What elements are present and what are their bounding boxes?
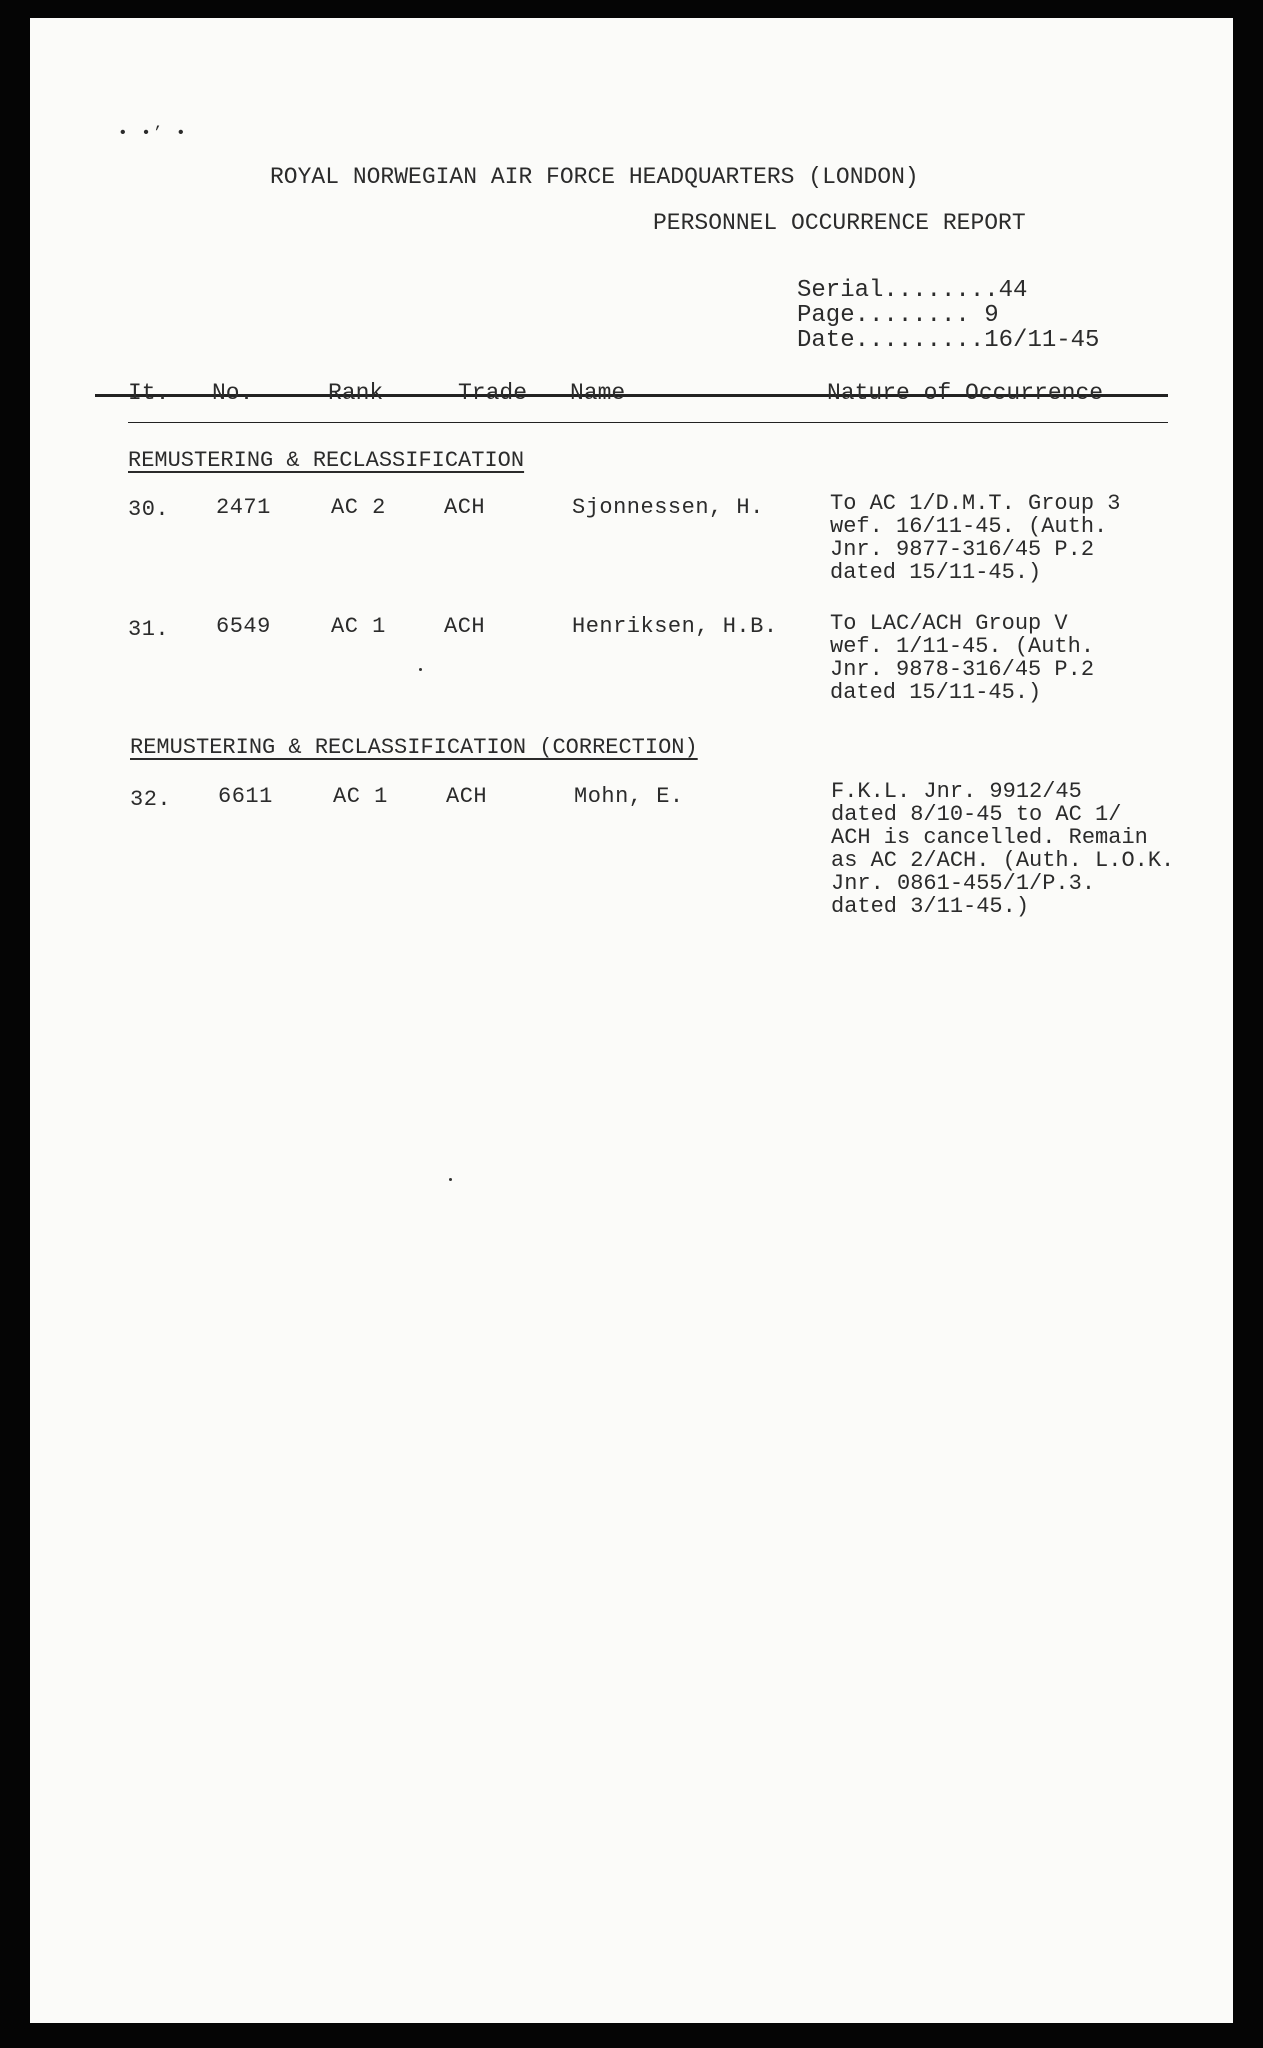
occurrence-line: dated 15/11-45.)	[830, 680, 1042, 705]
occurrence-line: To LAC/ACH Group V	[830, 611, 1068, 636]
row-name: Mohn, E.	[574, 784, 684, 809]
occurrence-line: F.K.L. Jnr. 9912/45	[831, 779, 1082, 804]
column-header-number: No.	[212, 380, 254, 406]
row-service-number: 6611	[218, 784, 273, 809]
row-nature-of-occurrence	[830, 612, 1094, 704]
row-nature-of-occurrence	[831, 780, 1174, 918]
row-rank: AC 1	[333, 784, 388, 809]
column-header-nature: Nature of Occurrence	[827, 380, 1104, 406]
column-header-name: Name	[570, 380, 626, 406]
section-heading: REMUSTERING & RECLASSIFICATION	[128, 448, 525, 473]
section-heading: REMUSTERING & RECLASSIFICATION (CORRECTION)	[130, 735, 698, 760]
row-trade: ACH	[444, 614, 486, 639]
occurrence-line: wef. 1/11-45. (Auth.	[830, 634, 1095, 659]
occurrence-line: as AC 2/ACH. (Auth. L.O.K.	[831, 848, 1175, 873]
occurrence-line: dated 8/10-45 to AC 1/	[831, 802, 1122, 827]
row-trade: ACH	[446, 784, 488, 809]
occurrence-line: Jnr. 9877-316/45 P.2	[830, 537, 1095, 562]
occurrence-line: Jnr. 9878-316/45 P.2	[830, 657, 1095, 682]
row-nature-of-occurrence	[830, 492, 1120, 584]
row-name: Sjonnessen, H.	[572, 495, 764, 520]
paper-speck	[419, 668, 422, 671]
paper-speck	[449, 1178, 452, 1181]
page-line: Page........ 9	[797, 302, 999, 329]
occurrence-line: dated 15/11-45.)	[830, 560, 1042, 585]
serial-line: Serial........44	[797, 277, 1028, 304]
header-bottom-rule	[128, 422, 1168, 423]
row-rank: AC 2	[331, 495, 386, 520]
stray-mark: • •’ •	[118, 124, 188, 142]
document-page	[30, 18, 1233, 2023]
occurrence-line: dated 3/11-45.)	[831, 894, 1030, 919]
row-service-number: 2471	[216, 495, 271, 520]
date-line: Date.........16/11-45	[797, 327, 1100, 354]
report-subtitle: PERSONNEL OCCURRENCE REPORT	[653, 210, 1026, 236]
row-name: Henriksen, H.B.	[572, 614, 778, 639]
row-item-number: 31.	[128, 617, 170, 642]
row-service-number: 6549	[216, 614, 271, 639]
row-trade: ACH	[444, 495, 486, 520]
occurrence-line: To AC 1/D.M.T. Group 3	[830, 491, 1121, 516]
document-title: ROYAL NORWEGIAN AIR FORCE HEADQUARTERS (LONDON)	[270, 164, 919, 190]
column-header-item: It.	[128, 380, 170, 406]
occurrence-line: ACH is cancelled. Remain	[831, 825, 1148, 850]
occurrence-line: Jnr. 0861-455/1/P.3.	[831, 871, 1096, 896]
row-item-number: 30.	[128, 497, 170, 522]
row-rank: AC 1	[331, 614, 386, 639]
occurrence-line: wef. 16/11-45. (Auth.	[830, 514, 1108, 539]
column-header-rank: Rank	[328, 380, 384, 406]
row-item-number: 32.	[130, 787, 172, 812]
column-header-trade: Trade	[458, 380, 528, 406]
